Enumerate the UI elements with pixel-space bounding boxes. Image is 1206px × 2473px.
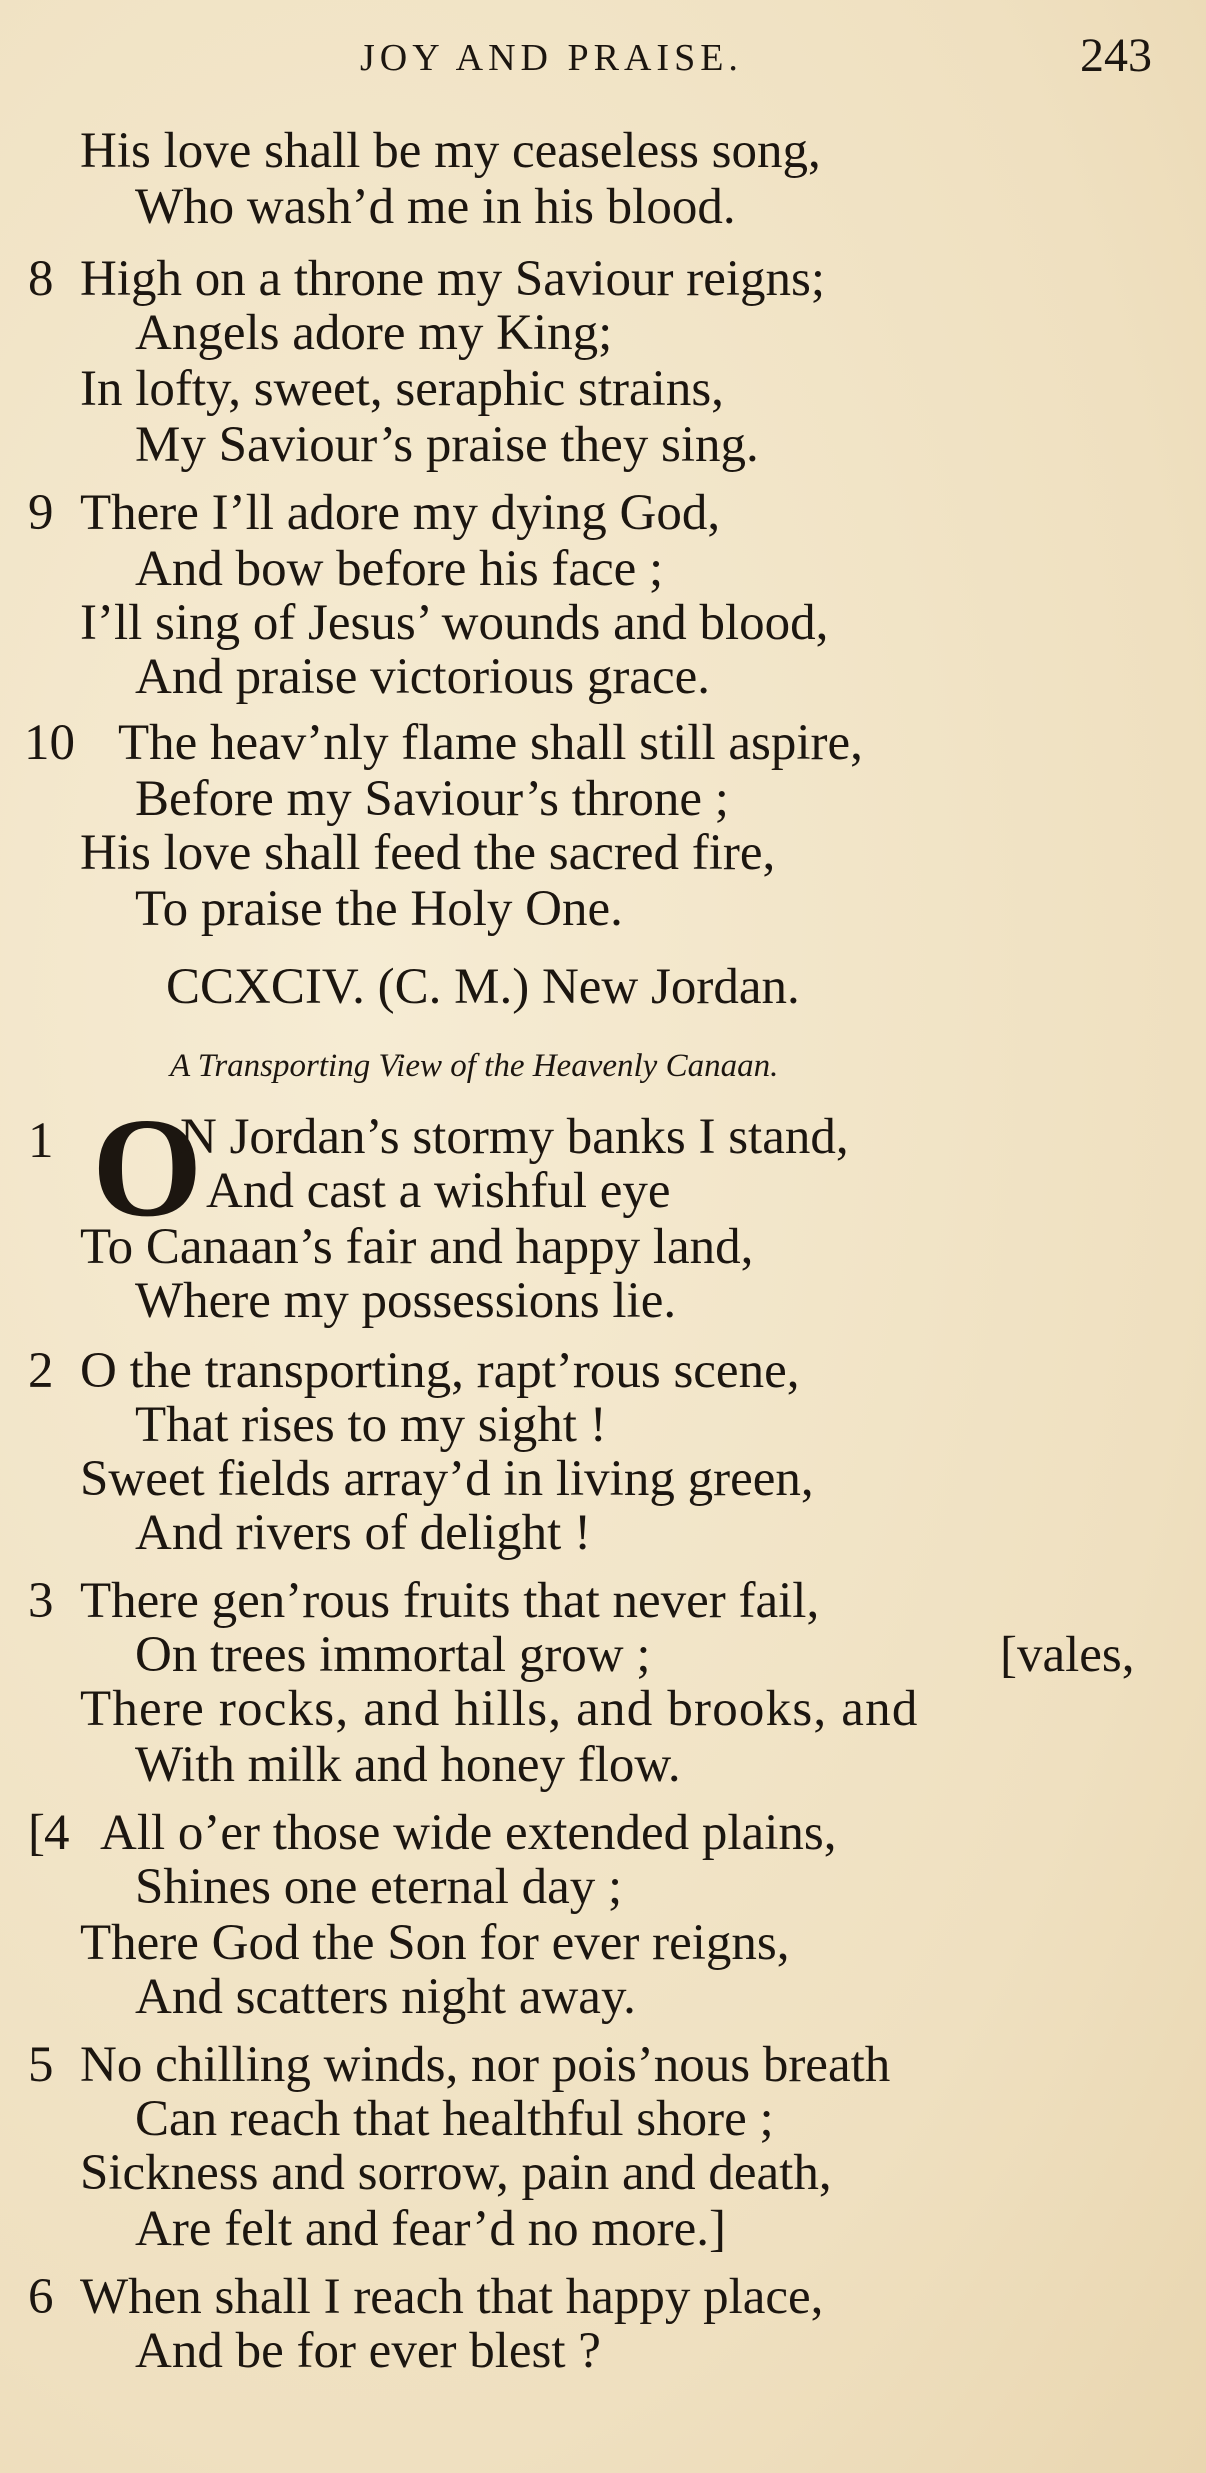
verse-line: The heav’nly flame shall still aspire, [118,715,863,771]
verse-line: Sweet fields array’d in living green, [80,1451,814,1507]
verse-line: And be for ever blest ? [135,2323,601,2379]
verse-line: There rocks, and hills, and brooks, and [80,1681,919,1737]
verse-number: 2 [28,1343,54,1399]
verse-line: There gen’rous fruits that never fail, [80,1573,820,1629]
verse-line: Sickness and sorrow, pain and death, [80,2145,832,2201]
running-header: JOY AND PRAISE. [360,37,743,79]
verse-line: High on a throne my Saviour reigns; [80,251,826,307]
verse-line: When shall I reach that happy place, [80,2269,824,2325]
verse-line: Angels adore my King; [135,305,613,361]
verse-number: 5 [28,2037,54,2093]
verse-line: And praise victorious grace. [135,649,710,705]
verse-line: With milk and honey flow. [135,1737,681,1793]
verse-line: And bow before his face ; [135,541,664,597]
verse-line: O the transporting, rapt’rous scene, [80,1343,800,1399]
verse-line: There God the Son for ever reigns, [80,1915,790,1971]
verse-line: I’ll sing of Jesus’ wounds and blood, [80,595,829,651]
verse-line: N Jordan’s stormy banks I stand, [180,1109,849,1165]
verse-number: 8 [28,251,54,307]
verse-line: His love shall feed the sacred fire, [80,825,776,881]
turnover-word: [vales, [1000,1627,1135,1683]
drop-cap: O [92,1088,203,1246]
verse-number: 9 [28,485,54,541]
hymn-subtitle: A Transporting View of the Heavenly Canaan. [170,1048,779,1084]
page-number: 243 [1080,29,1152,82]
verse-line: All o’er those wide extended plains, [100,1805,837,1861]
verse-line: In lofty, sweet, seraphic strains, [80,361,724,417]
verse-line: And scatters night away. [135,1969,636,2025]
verse-line: And rivers of delight ! [135,1505,592,1561]
verse-number: 6 [28,2269,54,2325]
verse-number: 3 [28,1573,54,1629]
verse-line: Shines one eternal day ; [135,1859,623,1915]
verse-line: To praise the Holy One. [135,881,623,937]
verse-line: No chilling winds, nor pois’nous breath [80,2037,891,2093]
verse-line: Are felt and fear’d no more.] [135,2201,726,2257]
verse-line: There I’ll adore my dying God, [80,485,721,541]
verse-number: 10 [24,715,75,771]
bracket-mark: [ [28,1805,45,1861]
verse-line: Before my Saviour’s throne ; [135,771,729,827]
verse-line: His love shall be my ceaseless song, [80,123,821,179]
verse-line: That rises to my sight ! [135,1397,607,1453]
verse-line: Can reach that healthful shore ; [135,2091,774,2147]
verse-number: 1 [28,1113,54,1169]
verse-line: Who wash’d me in his blood. [135,179,736,235]
verse-line: And cast a wishful eye [206,1163,671,1219]
verse-line: My Saviour’s praise they sing. [135,417,759,473]
verse-line: To Canaan’s fair and happy land, [80,1219,754,1275]
verse-line: On trees immortal grow ; [135,1627,651,1683]
verse-number: 4 [44,1805,70,1861]
verse-line: Where my possessions lie. [135,1273,677,1329]
hymn-title: CCXCIV. (C. M.) New Jordan. [166,959,800,1015]
